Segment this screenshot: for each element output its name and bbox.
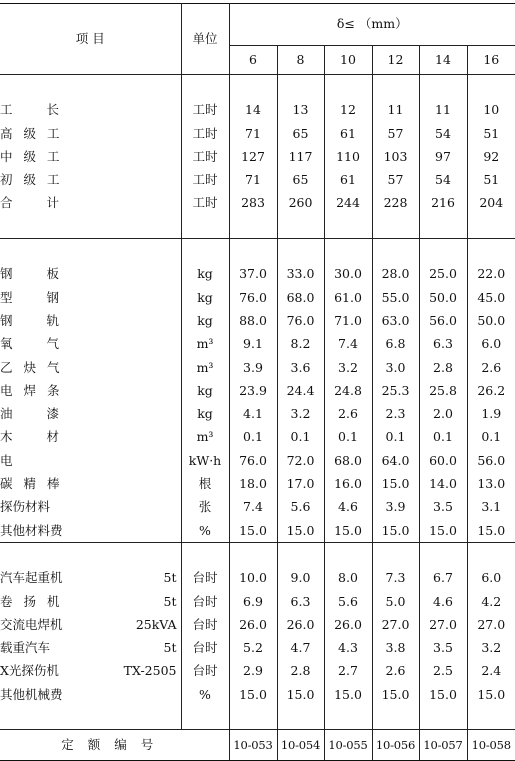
value-cell: 3.2 xyxy=(324,356,372,379)
item-unit: 台时 xyxy=(181,636,229,659)
value-cell: 57 xyxy=(372,122,419,145)
table-row xyxy=(0,379,515,402)
value-cell: 27.0 xyxy=(477,616,506,632)
header-thickness: 6 xyxy=(229,45,277,74)
table-row xyxy=(0,356,515,379)
value-cell: 15.0 xyxy=(229,519,277,543)
value-cell: 4.2 xyxy=(481,593,502,609)
item-unit: 台时 xyxy=(181,613,229,636)
value-cell: 15.0 xyxy=(477,686,506,702)
value-cell: 68.0 xyxy=(277,286,324,309)
value-cell: 0.1 xyxy=(277,425,324,448)
header-thickness-group: δ≤ （mm） xyxy=(229,4,515,46)
value-cell: 11 xyxy=(372,98,419,121)
table-row xyxy=(0,659,515,682)
value-cell: 117 xyxy=(277,145,324,168)
item-name: 型钢 xyxy=(0,289,94,305)
header-unit-label: 单位 xyxy=(181,4,229,75)
value-cell: 72.0 xyxy=(277,449,324,472)
value-cell: 54 xyxy=(419,122,467,145)
value-cell: 204 xyxy=(479,195,504,211)
item-name: 合计 xyxy=(0,195,94,211)
value-cell: 15.0 xyxy=(324,683,372,706)
table-row xyxy=(0,519,515,543)
value-cell: 244 xyxy=(324,191,372,214)
item-unit: kg xyxy=(181,309,229,332)
value-cell: 103 xyxy=(372,145,419,168)
item-name: 工长 xyxy=(0,102,94,118)
value-cell: 23.9 xyxy=(229,379,277,402)
value-cell: 61 xyxy=(324,122,372,145)
value-cell: 5.0 xyxy=(372,590,419,613)
header-thickness: 8 xyxy=(277,45,324,74)
value-cell: 15.0 xyxy=(277,683,324,706)
value-cell: 0.1 xyxy=(229,425,277,448)
quota-code: 10-056 xyxy=(372,730,419,761)
value-cell: 6.3 xyxy=(419,332,467,355)
quota-table xyxy=(0,3,515,761)
value-cell: 65 xyxy=(277,122,324,145)
value-cell: 27.0 xyxy=(372,613,419,636)
value-cell: 1.9 xyxy=(481,406,502,422)
value-cell: 2.6 xyxy=(324,402,372,425)
value-cell: 76.0 xyxy=(277,309,324,332)
value-cell: 61.0 xyxy=(324,286,372,309)
value-cell: 71.0 xyxy=(324,309,372,332)
item-unit: 台时 xyxy=(181,590,229,613)
item-spec: TX-2505 xyxy=(123,663,177,679)
value-cell: 60.0 xyxy=(419,449,467,472)
value-cell: 92 xyxy=(483,148,500,164)
value-cell: 25.0 xyxy=(419,262,467,285)
value-cell: 0.1 xyxy=(419,425,467,448)
value-cell: 51 xyxy=(483,172,500,188)
value-cell: 13 xyxy=(277,98,324,121)
value-cell: 37.0 xyxy=(229,262,277,285)
value-cell: 28.0 xyxy=(372,262,419,285)
value-cell: 216 xyxy=(419,191,467,214)
header-item-label: 项 目 xyxy=(0,4,181,75)
table-row xyxy=(0,566,515,589)
value-cell: 13.0 xyxy=(477,476,506,492)
value-cell: 10 xyxy=(483,102,500,118)
item-name: 钢板 xyxy=(0,266,94,282)
table-row xyxy=(0,145,515,168)
item-unit: % xyxy=(181,683,229,706)
value-cell: 0.1 xyxy=(324,425,372,448)
value-cell: 6.9 xyxy=(229,590,277,613)
value-cell: 15.0 xyxy=(372,519,419,543)
item-spec: 5t xyxy=(163,570,177,586)
header-thickness: 12 xyxy=(372,45,419,74)
value-cell: 127 xyxy=(229,145,277,168)
value-cell: 24.8 xyxy=(324,379,372,402)
footer-row xyxy=(0,730,515,761)
item-unit: kW·h xyxy=(181,449,229,472)
value-cell: 26.0 xyxy=(324,613,372,636)
value-cell: 2.6 xyxy=(372,659,419,682)
value-cell: 260 xyxy=(277,191,324,214)
value-cell: 7.4 xyxy=(229,495,277,518)
value-cell: 24.4 xyxy=(277,379,324,402)
value-cell: 51 xyxy=(483,125,500,141)
header-thickness: 16 xyxy=(467,45,515,74)
item-name: 汽车起重机 xyxy=(0,570,63,586)
value-cell: 71 xyxy=(229,168,277,191)
value-cell: 15.0 xyxy=(419,519,467,543)
value-cell: 5.6 xyxy=(324,590,372,613)
table-row xyxy=(0,98,515,121)
value-cell: 15.0 xyxy=(372,472,419,495)
item-unit: 工时 xyxy=(181,98,229,121)
value-cell: 3.6 xyxy=(277,356,324,379)
value-cell: 30.0 xyxy=(324,262,372,285)
value-cell: 4.7 xyxy=(277,636,324,659)
table-row xyxy=(0,590,515,613)
value-cell: 228 xyxy=(372,191,419,214)
value-cell: 3.1 xyxy=(481,499,502,515)
value-cell: 68.0 xyxy=(324,449,372,472)
header-thickness: 10 xyxy=(324,45,372,74)
value-cell: 3.8 xyxy=(372,636,419,659)
value-cell: 45.0 xyxy=(477,289,506,305)
item-name: X光探伤机 xyxy=(0,663,59,679)
value-cell: 61 xyxy=(324,168,372,191)
value-cell: 5.2 xyxy=(229,636,277,659)
value-cell: 6.3 xyxy=(277,590,324,613)
quota-code: 10-057 xyxy=(419,730,467,761)
value-cell: 71 xyxy=(229,122,277,145)
item-unit: kg xyxy=(181,379,229,402)
value-cell: 3.5 xyxy=(419,636,467,659)
item-unit: kg xyxy=(181,262,229,285)
value-cell: 283 xyxy=(229,191,277,214)
value-cell: 3.9 xyxy=(372,495,419,518)
value-cell: 2.8 xyxy=(277,659,324,682)
item-unit: 张 xyxy=(181,495,229,518)
table-row xyxy=(0,449,515,472)
value-cell: 27.0 xyxy=(419,613,467,636)
value-cell: 15.0 xyxy=(229,683,277,706)
table-row xyxy=(0,262,515,285)
item-name: 氧气 xyxy=(0,336,94,352)
item-name: 乙炔气 xyxy=(0,359,71,375)
value-cell: 26.2 xyxy=(477,382,506,398)
value-cell: 3.5 xyxy=(419,495,467,518)
item-name: 中级工 xyxy=(0,148,71,164)
value-cell: 2.7 xyxy=(324,659,372,682)
item-name: 载重汽车 xyxy=(0,640,51,656)
quota-code: 10-053 xyxy=(229,730,277,761)
item-unit: m³ xyxy=(181,356,229,379)
value-cell: 15.0 xyxy=(372,683,419,706)
value-cell: 9.1 xyxy=(229,332,277,355)
item-unit: 台时 xyxy=(181,659,229,682)
item-unit: 工时 xyxy=(181,145,229,168)
materials-section xyxy=(0,262,515,542)
item-name: 交流电焊机 xyxy=(0,616,63,632)
value-cell: 2.6 xyxy=(481,359,502,375)
value-cell: 4.3 xyxy=(324,636,372,659)
table-row xyxy=(0,636,515,659)
value-cell: 4.6 xyxy=(324,495,372,518)
value-cell: 6.8 xyxy=(372,332,419,355)
value-cell: 11 xyxy=(419,98,467,121)
table-row xyxy=(0,495,515,518)
quota-code: 10-058 xyxy=(467,730,515,761)
value-cell: 8.2 xyxy=(277,332,324,355)
value-cell: 15.0 xyxy=(277,519,324,543)
item-name: 其他机械费 xyxy=(0,686,63,702)
value-cell: 26.0 xyxy=(229,613,277,636)
item-name: 探伤材料 xyxy=(0,499,51,515)
value-cell: 56.0 xyxy=(419,309,467,332)
value-cell: 3.2 xyxy=(277,402,324,425)
value-cell: 4.6 xyxy=(419,590,467,613)
item-name: 高级工 xyxy=(0,125,71,141)
item-unit: % xyxy=(181,519,229,543)
table-row xyxy=(0,402,515,425)
value-cell: 25.8 xyxy=(419,379,467,402)
table-row xyxy=(0,613,515,636)
value-cell: 15.0 xyxy=(419,683,467,706)
item-name: 卷扬机 xyxy=(0,593,71,609)
value-cell: 50.0 xyxy=(477,312,506,328)
table-row xyxy=(0,168,515,191)
value-cell: 63.0 xyxy=(372,309,419,332)
value-cell: 14.0 xyxy=(419,472,467,495)
value-cell: 22.0 xyxy=(477,266,506,282)
machinery-section xyxy=(0,566,515,706)
item-name: 碳精棒 xyxy=(0,476,71,492)
table-row xyxy=(0,286,515,309)
quota-code: 10-054 xyxy=(277,730,324,761)
value-cell: 97 xyxy=(419,145,467,168)
value-cell: 65 xyxy=(277,168,324,191)
value-cell: 2.8 xyxy=(419,356,467,379)
value-cell: 10.0 xyxy=(229,566,277,589)
value-cell: 15.0 xyxy=(324,519,372,543)
value-cell: 2.9 xyxy=(229,659,277,682)
value-cell: 3.9 xyxy=(229,356,277,379)
value-cell: 16.0 xyxy=(324,472,372,495)
table-row xyxy=(0,309,515,332)
value-cell: 88.0 xyxy=(229,309,277,332)
value-cell: 7.4 xyxy=(324,332,372,355)
value-cell: 55.0 xyxy=(372,286,419,309)
quota-code: 10-055 xyxy=(324,730,372,761)
value-cell: 57 xyxy=(372,168,419,191)
item-unit: kg xyxy=(181,402,229,425)
item-unit: kg xyxy=(181,286,229,309)
table-row xyxy=(0,332,515,355)
value-cell: 15.0 xyxy=(477,522,506,538)
value-cell: 3.2 xyxy=(481,640,502,656)
item-name: 油漆 xyxy=(0,406,94,422)
item-name: 电焊条 xyxy=(0,382,71,398)
header-thickness: 14 xyxy=(419,45,467,74)
value-cell: 2.5 xyxy=(419,659,467,682)
item-name: 木材 xyxy=(0,429,94,445)
value-cell: 56.0 xyxy=(477,452,506,468)
table-row xyxy=(0,425,515,448)
item-unit: 根 xyxy=(181,472,229,495)
value-cell: 110 xyxy=(324,145,372,168)
value-cell: 33.0 xyxy=(277,262,324,285)
table-row xyxy=(0,683,515,706)
value-cell: 14 xyxy=(229,98,277,121)
quota-number-label: 定额编号 xyxy=(0,730,229,761)
table-row xyxy=(0,191,515,214)
item-name: 电 xyxy=(0,452,24,468)
value-cell: 18.0 xyxy=(229,472,277,495)
value-cell: 6.0 xyxy=(481,336,502,352)
item-spec: 25kVA xyxy=(135,616,177,632)
item-unit: 工时 xyxy=(181,168,229,191)
value-cell: 9.0 xyxy=(277,566,324,589)
value-cell: 3.0 xyxy=(372,356,419,379)
item-spec: 5t xyxy=(163,593,177,609)
value-cell: 76.0 xyxy=(229,286,277,309)
value-cell: 17.0 xyxy=(277,472,324,495)
value-cell: 2.3 xyxy=(372,402,419,425)
value-cell: 64.0 xyxy=(372,449,419,472)
item-unit: m³ xyxy=(181,425,229,448)
value-cell: 0.1 xyxy=(481,429,502,445)
value-cell: 54 xyxy=(419,168,467,191)
labor-section xyxy=(0,98,515,214)
value-cell: 2.0 xyxy=(419,402,467,425)
value-cell: 7.3 xyxy=(372,566,419,589)
value-cell: 50.0 xyxy=(419,286,467,309)
item-unit: 工时 xyxy=(181,191,229,214)
item-name: 初级工 xyxy=(0,172,71,188)
value-cell: 5.6 xyxy=(277,495,324,518)
value-cell: 6.0 xyxy=(481,570,502,586)
value-cell: 6.7 xyxy=(419,566,467,589)
item-spec: 5t xyxy=(163,640,177,656)
value-cell: 76.0 xyxy=(229,449,277,472)
table-row xyxy=(0,122,515,145)
item-unit: m³ xyxy=(181,332,229,355)
value-cell: 26.0 xyxy=(277,613,324,636)
value-cell: 0.1 xyxy=(372,425,419,448)
item-unit: 台时 xyxy=(181,566,229,589)
item-name: 其他材料费 xyxy=(0,522,63,538)
value-cell: 2.4 xyxy=(481,663,502,679)
value-cell: 25.3 xyxy=(372,379,419,402)
value-cell: 8.0 xyxy=(324,566,372,589)
table-row xyxy=(0,472,515,495)
value-cell: 12 xyxy=(324,98,372,121)
value-cell: 4.1 xyxy=(229,402,277,425)
item-unit: 工时 xyxy=(181,122,229,145)
item-name: 钢轨 xyxy=(0,312,94,328)
